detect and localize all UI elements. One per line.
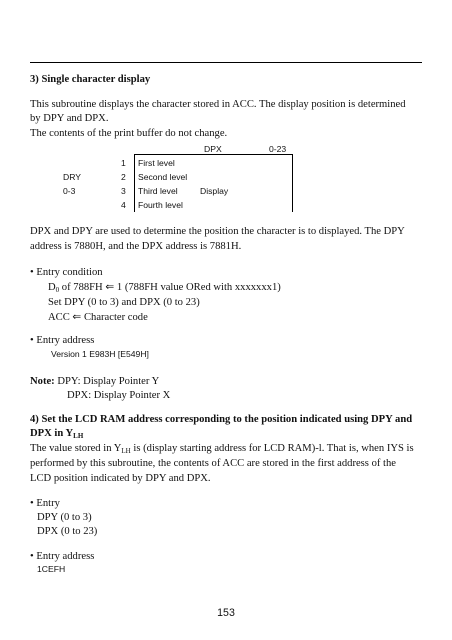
section-4-heading-line-1: 4) Set the LCD RAM address corresponding to the position indicated using DPY and	[30, 414, 413, 425]
diagram-row-label: Second level	[138, 172, 188, 182]
section-3-entry-address-title: • Entry address	[30, 335, 95, 346]
diagram-row-number: 1	[121, 158, 126, 168]
diagram-dpx-label: DPX	[204, 144, 222, 154]
section-3-paragraph-line-1: This subroutine displays the character stored in ACC. The display position is determined	[30, 99, 406, 110]
section-4-heading-line-2	[30, 427, 83, 440]
entry-condition-d: D	[48, 282, 56, 293]
section-4-entry-title: • Entry	[30, 498, 60, 509]
diagram-row-label: Fourth level	[138, 200, 183, 210]
section-4-paragraph-text-a: The value stored in Y	[30, 443, 122, 454]
diagram-row-label: Third level	[138, 186, 178, 196]
diagram-display-label: Display	[200, 186, 229, 196]
page-number: 153	[217, 607, 235, 619]
section-3-position-paragraph-line-1: DPX and DPY are used to determine the position the character is to displayed. The DPY	[30, 226, 405, 237]
note-label: Note:	[30, 376, 55, 387]
note-line-1	[30, 375, 159, 388]
section-4-entry-dpy: DPY (0 to 3)	[37, 512, 92, 523]
section-3-position-paragraph-line-2: address is 7880H, and the DPX address is 7881H.	[30, 241, 242, 252]
section-4-paragraph-line-3: LCD position indicated by DPY and DPX.	[30, 473, 211, 484]
entry-condition-d-subscript: 0	[55, 286, 60, 294]
section-4-paragraph-line-1	[30, 442, 414, 455]
diagram-row-number: 3	[121, 186, 126, 196]
diagram-row-label: First level	[138, 158, 175, 168]
diagram-row-number: 4	[121, 200, 126, 210]
diagram-dpx-range: 0-23	[269, 144, 287, 154]
entry-condition-line-1	[48, 281, 281, 294]
section-4-entry-address-title: • Entry address	[30, 551, 95, 562]
diagram-dry-range: 0-3	[63, 186, 76, 196]
entry-condition-line-1-rest: of 788FH ⇐ 1 (788FH value ORed with xxxxxxx1)	[59, 282, 281, 293]
diagram-dry-label: DRY	[63, 172, 81, 182]
section-4-entry-address-value: 1CEFH	[37, 564, 66, 574]
entry-condition-title: • Entry condition	[30, 267, 103, 278]
section-3-entry-address-value: Version 1 E983H [E549H]	[51, 349, 149, 359]
section-4-entry-dpx: DPX (0 to 23)	[37, 526, 98, 537]
section-3-paragraph-line-2: by DPY and DPX.	[30, 113, 109, 124]
entry-condition-line-2: Set DPY (0 to 3) and DPX (0 to 23)	[48, 297, 200, 308]
section-4-paragraph-subscript: LH	[121, 447, 131, 455]
section-4-heading-subscript: LH	[73, 432, 84, 440]
note-dpx: DPX: Display Pointer X	[67, 390, 171, 401]
section-3-paragraph-line-3: The contents of the print buffer do not change.	[30, 128, 228, 139]
diagram-row-number: 2	[121, 172, 126, 182]
note-dpy: DPY: Display Pointer Y	[54, 376, 160, 387]
section-3-heading: 3) Single character display	[30, 74, 151, 85]
section-4-heading-text: DPX in Y	[30, 428, 74, 439]
entry-condition-line-3: ACC ⇐ Character code	[48, 312, 148, 323]
header-rule	[30, 62, 422, 63]
section-4-paragraph-line-2: performed by this subroutine, the contents of ACC are stored in the first address of the	[30, 458, 396, 469]
section-4-paragraph-text-b: is (display starting address for LCD RAM)-l. That is, when IYS is	[130, 443, 414, 454]
